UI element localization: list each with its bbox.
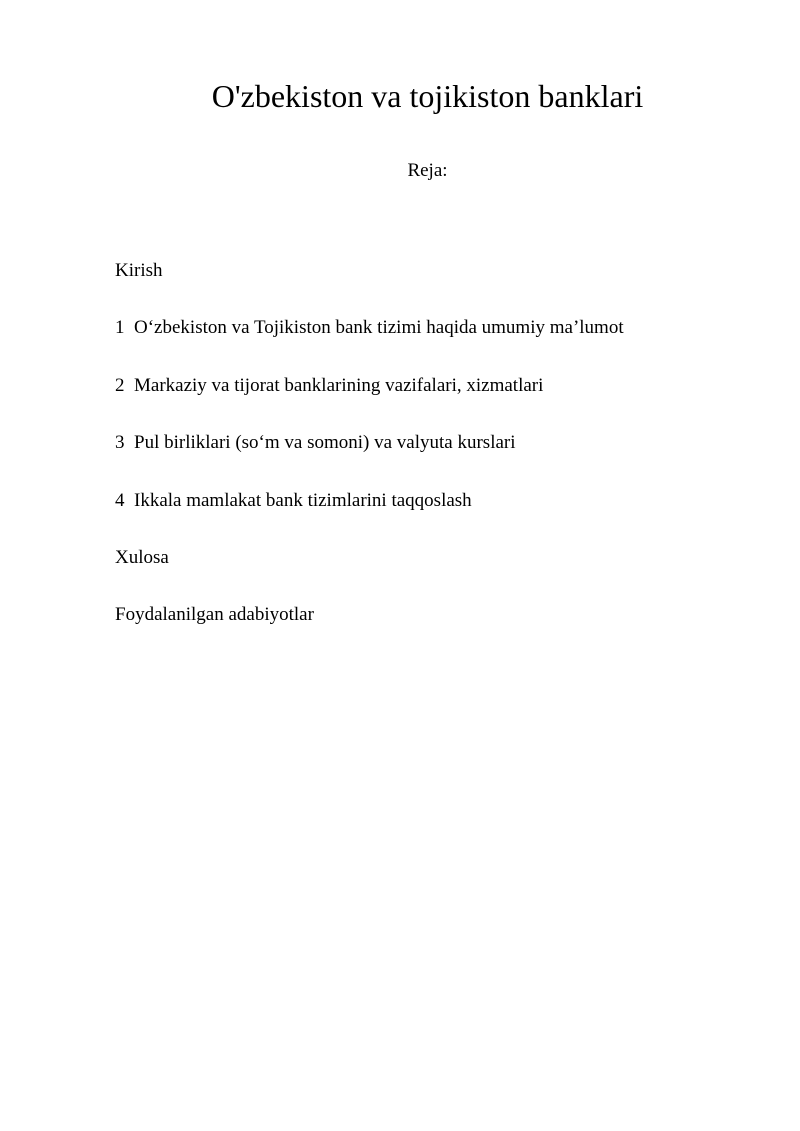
toc-item-text: Markaziy va tijorat banklarining vazifalari, xizmatlari bbox=[134, 374, 544, 396]
document-title: O'zbekiston va tojikiston banklari bbox=[211, 78, 644, 114]
toc-item-1 bbox=[115, 315, 624, 341]
toc-item-number: 2 bbox=[115, 374, 125, 396]
toc-item-number: 4 bbox=[115, 489, 125, 511]
toc-item-number: 1 bbox=[115, 317, 125, 339]
toc-item-text: Ikkala mamlakat bank tizimlarini taqqoslash bbox=[134, 489, 472, 511]
toc-item-text: Pul birliklari (so‘m va somoni) va valyuta kurslari bbox=[134, 432, 516, 454]
toc-item-text: O‘zbekiston va Tojikiston bank tizimi haqida umumiy ma’lumot bbox=[134, 317, 624, 339]
toc-item-4 bbox=[115, 488, 624, 514]
toc-item-text: Foydalanilgan adabiyotlar bbox=[115, 604, 314, 626]
toc-item-text: Kirish bbox=[115, 260, 163, 281]
toc-item-text: Xulosa bbox=[115, 546, 169, 568]
toc-item-number: 3 bbox=[115, 432, 125, 454]
table-of-contents bbox=[115, 258, 624, 660]
toc-item-references bbox=[115, 602, 624, 628]
plan-heading: Reja: bbox=[407, 160, 448, 181]
toc-item-3 bbox=[115, 430, 624, 456]
toc-item-conclusion bbox=[115, 545, 624, 571]
toc-item-introduction bbox=[115, 258, 624, 284]
toc-item-2 bbox=[115, 373, 624, 399]
